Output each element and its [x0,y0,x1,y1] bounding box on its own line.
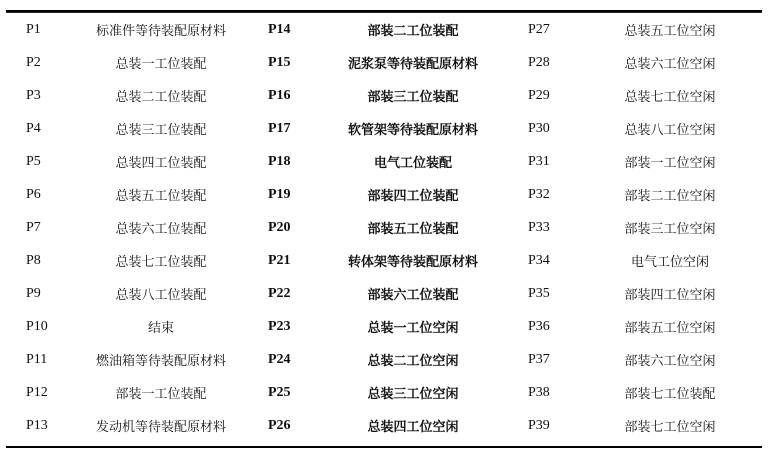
place-meaning-cell: 总装三工位装配 [115,123,207,138]
place-id-cell: P36 [528,318,550,334]
place-meaning-cell: 部装七工位空闲 [624,420,716,435]
place-id-cell: P23 [268,318,291,334]
place-meaning-cell: 部装六工位装配 [367,288,459,303]
table-bottom-rule [6,446,762,448]
table-row [6,178,762,211]
place-meaning-cell: 总装三工位空闲 [367,387,459,402]
table-row [6,211,762,244]
place-id-cell: P14 [268,21,291,37]
place-id-cell: P26 [268,417,291,433]
place-meaning-cell: 部装二工位空闲 [624,189,716,204]
place-meaning-cell: 部装一工位装配 [115,387,207,402]
place-id-cell: P6 [26,186,41,202]
place-meaning-cell: 部装四工位装配 [367,189,459,204]
place-id-cell: P1 [26,21,41,37]
place-id-cell: P13 [26,417,48,433]
place-id-cell: P21 [268,252,291,268]
table-body [6,13,762,442]
place-id-cell: P33 [528,219,550,235]
place-id-cell: P30 [528,120,550,136]
place-id-cell: P5 [26,153,41,169]
place-meaning-cell: 总装五工位装配 [115,189,207,204]
place-id-cell: P32 [528,186,550,202]
place-id-cell: P11 [26,351,48,367]
place-id-cell: P37 [528,351,550,367]
place-meaning-cell: 部装五工位空闲 [624,321,716,336]
place-meaning-cell: 总装四工位空闲 [367,420,459,435]
table-row [6,244,762,277]
table-row [6,376,762,409]
place-meaning-cell: 部装五工位装配 [367,222,459,237]
place-meaning-cell: 总装二工位空闲 [367,354,459,369]
place-meaning-cell: 总装一工位装配 [115,57,207,72]
table-row [6,310,762,343]
place-meaning-cell: 部装六工位空闲 [624,354,716,369]
place-meaning-cell: 总装二工位装配 [115,90,207,105]
place-id-cell: P31 [528,153,550,169]
place-id-cell: P10 [26,318,48,334]
place-meaning-cell: 总装五工位空闲 [624,24,716,39]
place-meaning-cell: 总装七工位装配 [115,255,207,270]
place-meaning-cell: 软管架等待装配原材料 [347,123,478,138]
place-id-cell: P24 [268,351,291,367]
place-meaning-cell: 转体架等待装配原材料 [347,255,478,270]
table-row [6,409,762,442]
place-id-cell: P3 [26,87,41,103]
table-row [6,277,762,310]
place-id-cell: P9 [26,285,41,301]
place-meaning-cell: 部装三工位装配 [367,90,459,105]
place-id-cell: P17 [268,120,291,136]
place-meaning-cell: 总装六工位空闲 [624,57,716,72]
place-id-cell: P19 [268,186,291,202]
table-row [6,112,762,145]
place-meaning-cell: 部装三工位空闲 [624,222,716,237]
place-id-cell: P7 [26,219,41,235]
place-meaning-cell: 发动机等待装配原材料 [95,420,226,435]
place-id-cell: P2 [26,54,41,70]
place-meaning-cell: 部装四工位空闲 [624,288,716,303]
place-meaning-cell: 泥浆泵等待装配原材料 [347,57,478,72]
place-meaning-cell: 电气工位装配 [373,156,452,171]
table-row [6,13,762,46]
table-row [6,145,762,178]
place-id-cell: P38 [528,384,550,400]
place-id-cell: P18 [268,153,291,169]
place-meaning-cell: 部装一工位空闲 [624,156,716,171]
place-meaning-cell: 部装七工位装配 [624,387,716,402]
place-id-cell: P15 [268,54,291,70]
place-id-cell: P28 [528,54,550,70]
place-id-cell: P20 [268,219,291,235]
table-row [6,79,762,112]
place-meaning-cell: 总装八工位空闲 [624,123,716,138]
place-id-cell: P22 [268,285,291,301]
place-meaning-cell: 结束 [147,321,174,336]
place-meaning-cell: 总装七工位空闲 [624,90,716,105]
place-meaning-cell: 总装八工位装配 [115,288,207,303]
place-meaning-cell: 电气工位空闲 [630,255,709,270]
place-id-cell: P29 [528,87,550,103]
place-id-cell: P35 [528,285,550,301]
place-meaning-cell: 部装二工位装配 [367,24,459,39]
place-meaning-cell: 总装四工位装配 [115,156,207,171]
place-id-cell: P16 [268,87,291,103]
place-meaning-cell: 燃油箱等待装配原材料 [95,354,226,369]
place-id-cell: P39 [528,417,550,433]
place-id-cell: P8 [26,252,41,268]
place-id-cell: P4 [26,120,41,136]
place-meaning-cell: 标准件等待装配原材料 [95,24,226,39]
place-meaning-cell: 总装一工位空闲 [367,321,459,336]
place-id-cell: P12 [26,384,48,400]
place-id-cell: P34 [528,252,550,268]
place-id-cell: P25 [268,384,291,400]
place-meaning-cell: 总装六工位装配 [115,222,207,237]
table-row [6,46,762,79]
place-meaning-table [6,13,762,442]
table-row [6,343,762,376]
place-id-cell: P27 [528,21,550,37]
